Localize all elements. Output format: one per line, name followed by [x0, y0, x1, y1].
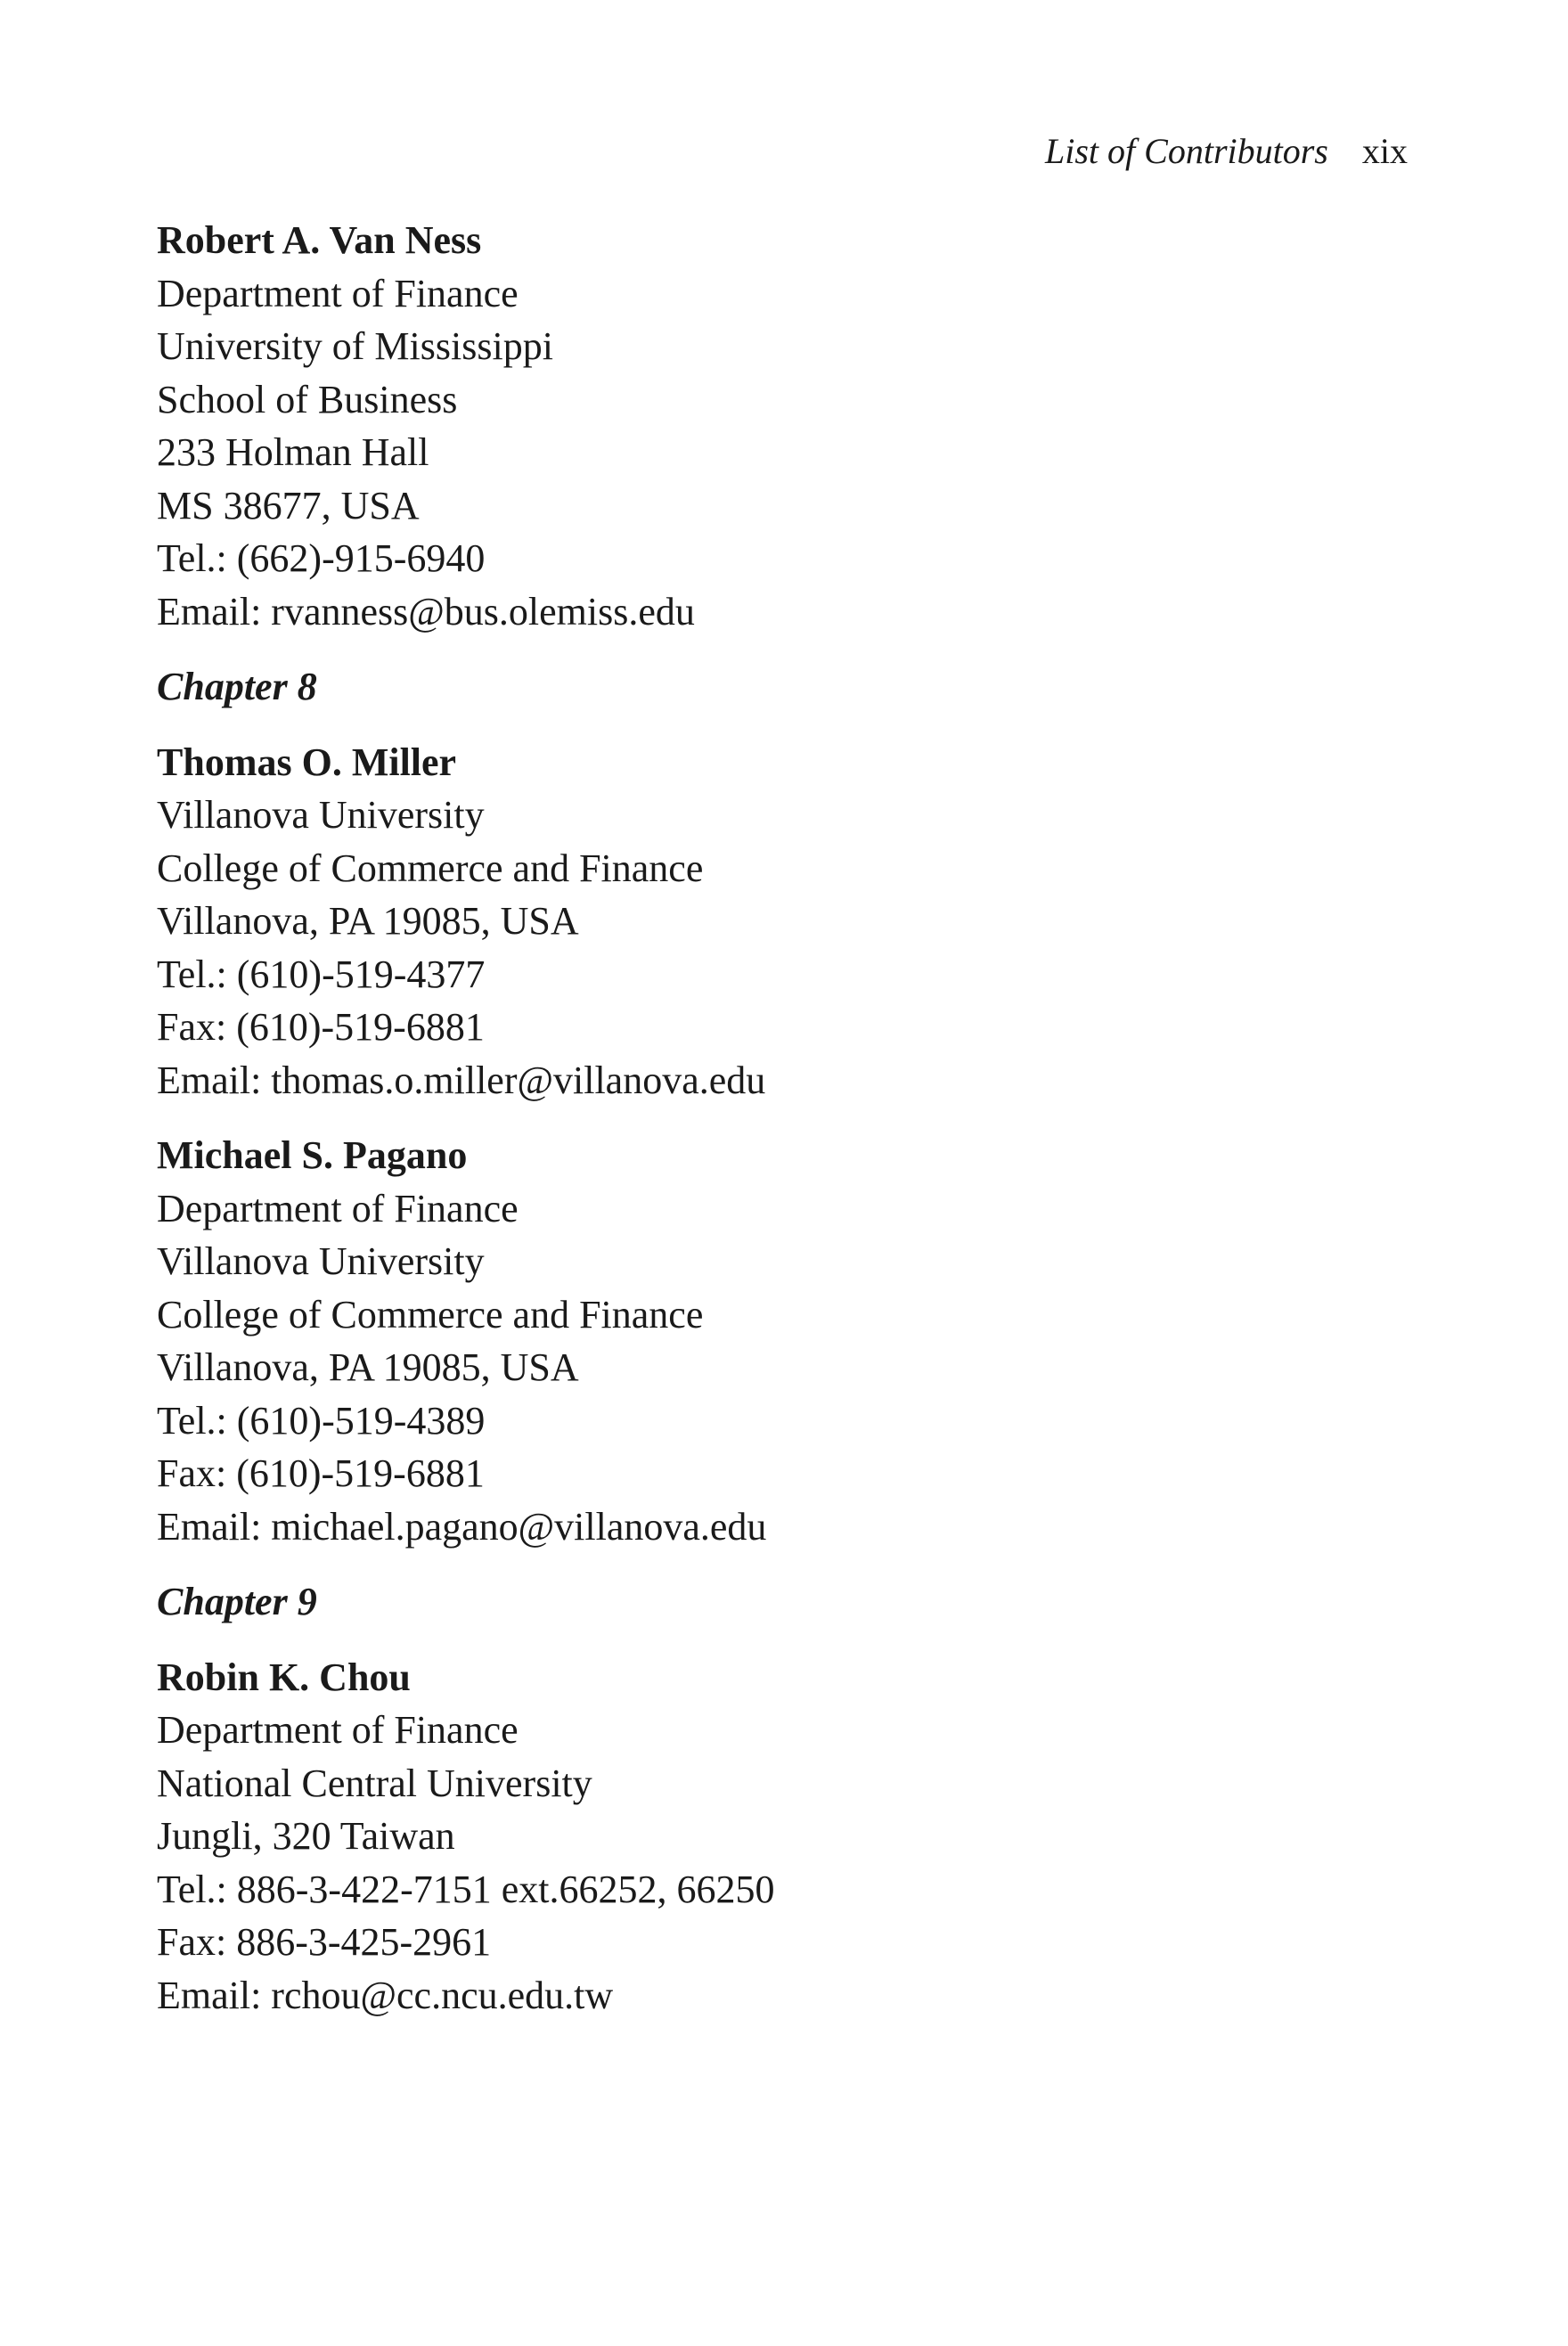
fax-line: Fax: (610)-519-6881	[157, 1005, 485, 1049]
contributor-entry	[157, 1129, 1404, 1553]
affiliation-line: College of Commerce and Finance	[157, 846, 704, 890]
address-line: Villanova, PA 19085, USA	[157, 1345, 579, 1389]
affiliation-line: Villanova University	[157, 1239, 485, 1283]
running-head-title: List of Contributors	[1045, 131, 1328, 171]
address-line: Jungli, 320 Taiwan	[157, 1814, 455, 1858]
contributor-entry	[157, 1651, 1404, 2023]
chapter-heading: Chapter 8	[157, 665, 317, 708]
email-line: Email: rvanness@bus.olemiss.edu	[157, 589, 695, 634]
contributor-name: Michael S. Pagano	[157, 1133, 468, 1177]
affiliation-line: Villanova University	[157, 793, 485, 837]
affiliation-line: University of Mississippi	[157, 324, 553, 368]
email-line: Email: michael.pagano@villanova.edu	[157, 1504, 767, 1549]
phone-line: Tel.: (662)-915-6940	[157, 536, 486, 580]
affiliation-line: Department of Finance	[157, 1708, 519, 1752]
affiliation-line: Department of Finance	[157, 1186, 519, 1230]
email-line: Email: thomas.o.miller@villanova.edu	[157, 1058, 766, 1102]
running-head	[1045, 127, 1408, 176]
affiliation-line: National Central University	[157, 1761, 592, 1805]
affiliation-line: School of Business	[157, 377, 458, 421]
phone-line: Tel.: 886-3-422-7151 ext.66252, 66250	[157, 1867, 775, 1911]
page-number: xix	[1361, 131, 1408, 171]
address-line: MS 38677, USA	[157, 483, 420, 527]
contributor-entry	[157, 736, 1404, 1108]
address-line: 233 Holman Hall	[157, 430, 429, 474]
contributors-list	[157, 214, 1404, 2022]
contributor-entry	[157, 214, 1404, 638]
chapter-heading: Chapter 9	[157, 1580, 317, 1623]
email-line: Email: rchou@cc.ncu.edu.tw	[157, 1973, 614, 2017]
phone-line: Tel.: (610)-519-4389	[157, 1398, 486, 1443]
contributor-name: Robin K. Chou	[157, 1655, 411, 1699]
fax-line: Fax: (610)-519-6881	[157, 1451, 485, 1495]
affiliation-line: College of Commerce and Finance	[157, 1292, 704, 1336]
fax-line: Fax: 886-3-425-2961	[157, 1920, 492, 1964]
phone-line: Tel.: (610)-519-4377	[157, 952, 486, 996]
affiliation-line: Department of Finance	[157, 271, 519, 315]
address-line: Villanova, PA 19085, USA	[157, 899, 579, 943]
contributor-name: Robert A. Van Ness	[157, 218, 482, 262]
contributor-name: Thomas O. Miller	[157, 740, 457, 784]
